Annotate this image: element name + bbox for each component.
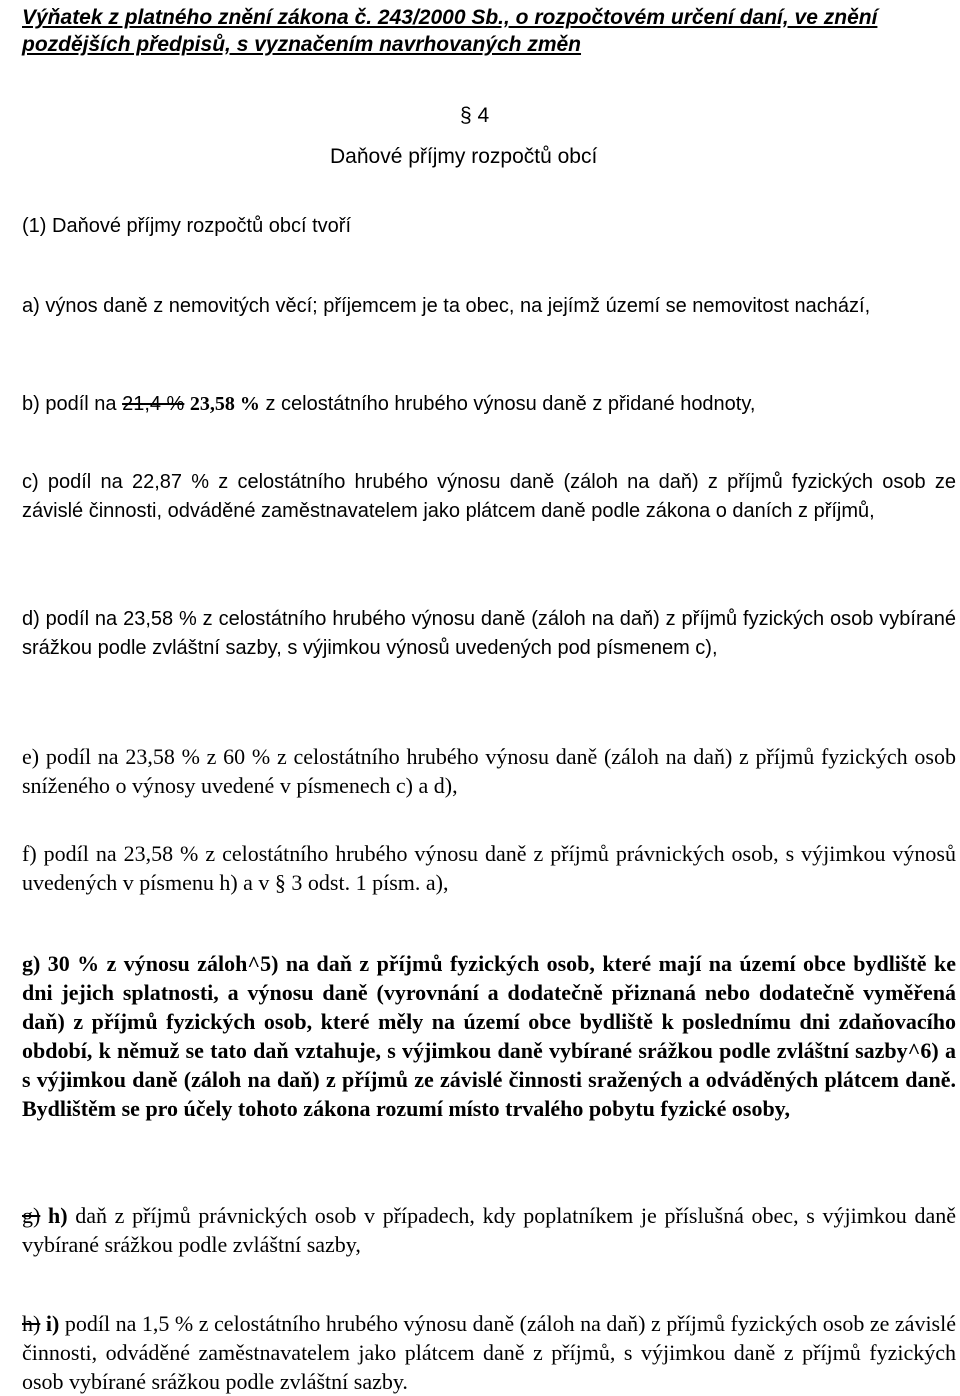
item-f: f) podíl na 23,58 % z celostátního hrubého výnosu daně z příjmů právnických osob, s výjimkou výnosů uvedených v písmenu h) a v § 3 odst. 1 písm. a),	[22, 841, 956, 895]
item-i-inserted: i)	[45, 1311, 60, 1336]
item-c: c) podíl na 22,87 % z celostátního hrubého výnosu daně (záloh na daň) z příjmů fyzických osob ze závislé činnosti, odváděné zaměstnavatelem jako plátcem daně podle zákona o daních z příjmů,	[22, 471, 956, 522]
section-title: Daňové příjmy rozpočtů obcí	[330, 145, 598, 168]
item-h-deleted: g)	[22, 1203, 41, 1228]
item-i-deleted: h)	[22, 1311, 41, 1336]
section-number: § 4	[460, 104, 490, 127]
item-i-text: podíl na 1,5 % z celostátního hrubého výnosu daně (záloh na daň) z příjmů fyzických osob ze závislé činnosti, odváděné zaměstnavatelem jako plátcem daně z příjmů, s výjimkou daně z příjmů fyzických osob vybírané srážkou podle zvláštní sazby.	[22, 1311, 956, 1394]
item-i	[22, 1309, 956, 1396]
item-g: g) 30 % z výnosu záloh^5) na daň z příjmů fyzických osob, které mají na území obce bydliště ke dni jejich splatnosti, a výnosu daně (vyrovnání a dodatečně přiznaná nebo dodatečně vyměřená daň) z příjmů fyzických osob, které měly na území obce bydliště k poslednímu dni zdaňovacího období, k němuž se tato daň vztahuje, s výjimkou daně vybírané srážkou podle zvláštní sazby^6) a s výjimkou daně (záloh na daň) z příjmů ze závislé činnosti sražených a odváděných plátcem daně. Bydlištěm se pro účely tohoto zákona rozumí místo trvalého pobytu fyzické osoby,	[22, 951, 956, 1121]
item-e: e) podíl na 23,58 % z 60 % z celostátního hrubého výnosu daně (záloh na daň) z příjmů fyzických osob sníženého o výnosy uvedené v písmenech c) a d),	[22, 744, 956, 798]
item-b-prefix: b) podíl na	[22, 393, 123, 415]
header-line-1: Výňatek z platného znění zákona č. 243/2000 Sb., o rozpočtovém určení daní, ve znění	[22, 6, 878, 29]
document-header	[22, 4, 956, 58]
item-h-text: daň z příjmů právnických osob v případech, kdy poplatníkem je příslušná obec, s výjimkou daně vybírané srážkou podle zvláštní sazby,	[22, 1203, 956, 1257]
item-h	[22, 1201, 956, 1259]
item-b-inserted: 23,58 %	[189, 393, 260, 415]
item-a: a) výnos daně z nemovitých věcí; příjemcem je ta obec, na jejímž území se nemovitost nachází,	[22, 295, 871, 317]
item-d: d) podíl na 23,58 % z celostátního hrubého výnosu daně (záloh na daň) z příjmů fyzických osob vybírané srážkou podle zvláštní sazby, s výjimkou výnosů uvedených pod písmenem c),	[22, 608, 956, 659]
intro-paragraph: (1) Daňové příjmy rozpočtů obcí tvoří	[22, 215, 352, 237]
header-line-2: pozdějších předpisů, s vyznačením navrhovaných změn	[22, 33, 582, 56]
item-b-suffix: z celostátního hrubého výnosu daně z přidané hodnoty,	[259, 393, 756, 415]
item-h-inserted: h)	[48, 1203, 68, 1228]
item-b-deleted: 21,4 %	[122, 393, 185, 415]
item-b	[22, 390, 956, 419]
